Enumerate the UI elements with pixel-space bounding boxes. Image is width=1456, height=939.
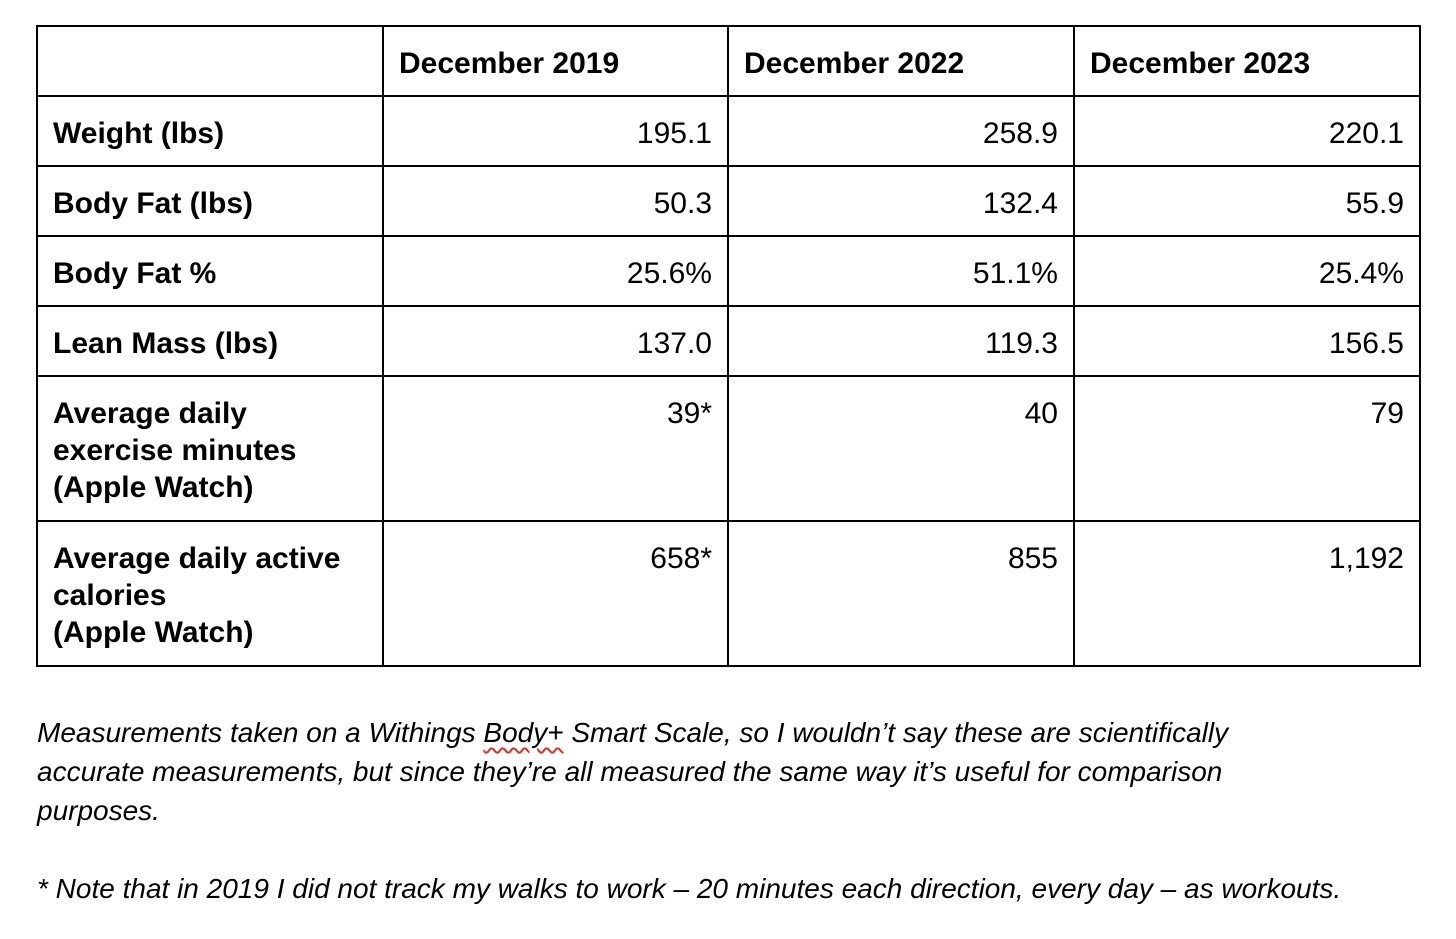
row-label	[37, 376, 383, 521]
table-row-weight	[37, 96, 1420, 166]
note-text: Smart Scale, so I wouldn’t say these are scientifically	[563, 717, 1229, 748]
value-cell: 51.1%	[728, 236, 1074, 306]
row-label-line: Average daily active	[53, 542, 341, 575]
measurement-note	[37, 713, 1437, 830]
value-cell: 220.1	[1074, 96, 1420, 166]
value-cell: 195.1	[383, 96, 728, 166]
row-label-line: calories	[53, 579, 167, 612]
header-cell-dec-2019: December 2019	[383, 26, 728, 96]
value-cell: 658*	[383, 521, 728, 666]
note-text: Measurements taken on a Withings	[37, 717, 484, 748]
footnote: * Note that in 2019 I did not track my walks to work – 20 minutes each direction, every day – as workouts.	[37, 873, 1342, 904]
value-cell: 79	[1074, 376, 1420, 521]
value-cell: 39*	[383, 376, 728, 521]
row-label-line: Average daily	[53, 397, 247, 430]
value-cell: 855	[728, 521, 1074, 666]
row-label	[37, 166, 383, 236]
value-cell: 119.3	[728, 306, 1074, 376]
table-row-active-calories	[37, 521, 1420, 666]
value-cell: 50.3	[383, 166, 728, 236]
header-cell-dec-2023: December 2023	[1074, 26, 1420, 96]
row-label	[37, 306, 383, 376]
value-cell: 25.4%	[1074, 236, 1420, 306]
header-cell-dec-2022: December 2022	[728, 26, 1074, 96]
table-row-exercise-minutes	[37, 376, 1420, 521]
table-row-body-fat-percent	[37, 236, 1420, 306]
value-cell: 156.5	[1074, 306, 1420, 376]
row-label-line: (Apple Watch)	[53, 471, 254, 504]
table-header-row	[37, 26, 1420, 96]
row-label-line: exercise minutes	[53, 434, 297, 467]
measurements-table	[36, 25, 1421, 667]
note-text: purposes.	[37, 795, 160, 826]
value-cell: 40	[728, 376, 1074, 521]
value-cell: 258.9	[728, 96, 1074, 166]
note-text: accurate measurements, but since they’re all measured the same way it’s useful for comparison	[37, 756, 1223, 787]
row-label	[37, 521, 383, 666]
row-label	[37, 96, 383, 166]
table-row-body-fat-lbs	[37, 166, 1420, 236]
spellcheck-word[interactable]: Body+	[483, 717, 564, 748]
row-label-line: Weight (lbs)	[53, 117, 225, 150]
row-label-line: Body Fat %	[53, 257, 217, 290]
notes-section	[37, 713, 1437, 908]
row-label-line: Body Fat (lbs)	[53, 187, 253, 220]
header-cell-empty	[37, 26, 383, 96]
value-cell: 132.4	[728, 166, 1074, 236]
table-row-lean-mass	[37, 306, 1420, 376]
value-cell: 137.0	[383, 306, 728, 376]
value-cell: 25.6%	[383, 236, 728, 306]
row-label-line: Lean Mass (lbs)	[53, 327, 279, 360]
row-label-line: (Apple Watch)	[53, 616, 254, 649]
value-cell: 55.9	[1074, 166, 1420, 236]
value-cell: 1,192	[1074, 521, 1420, 666]
row-label	[37, 236, 383, 306]
